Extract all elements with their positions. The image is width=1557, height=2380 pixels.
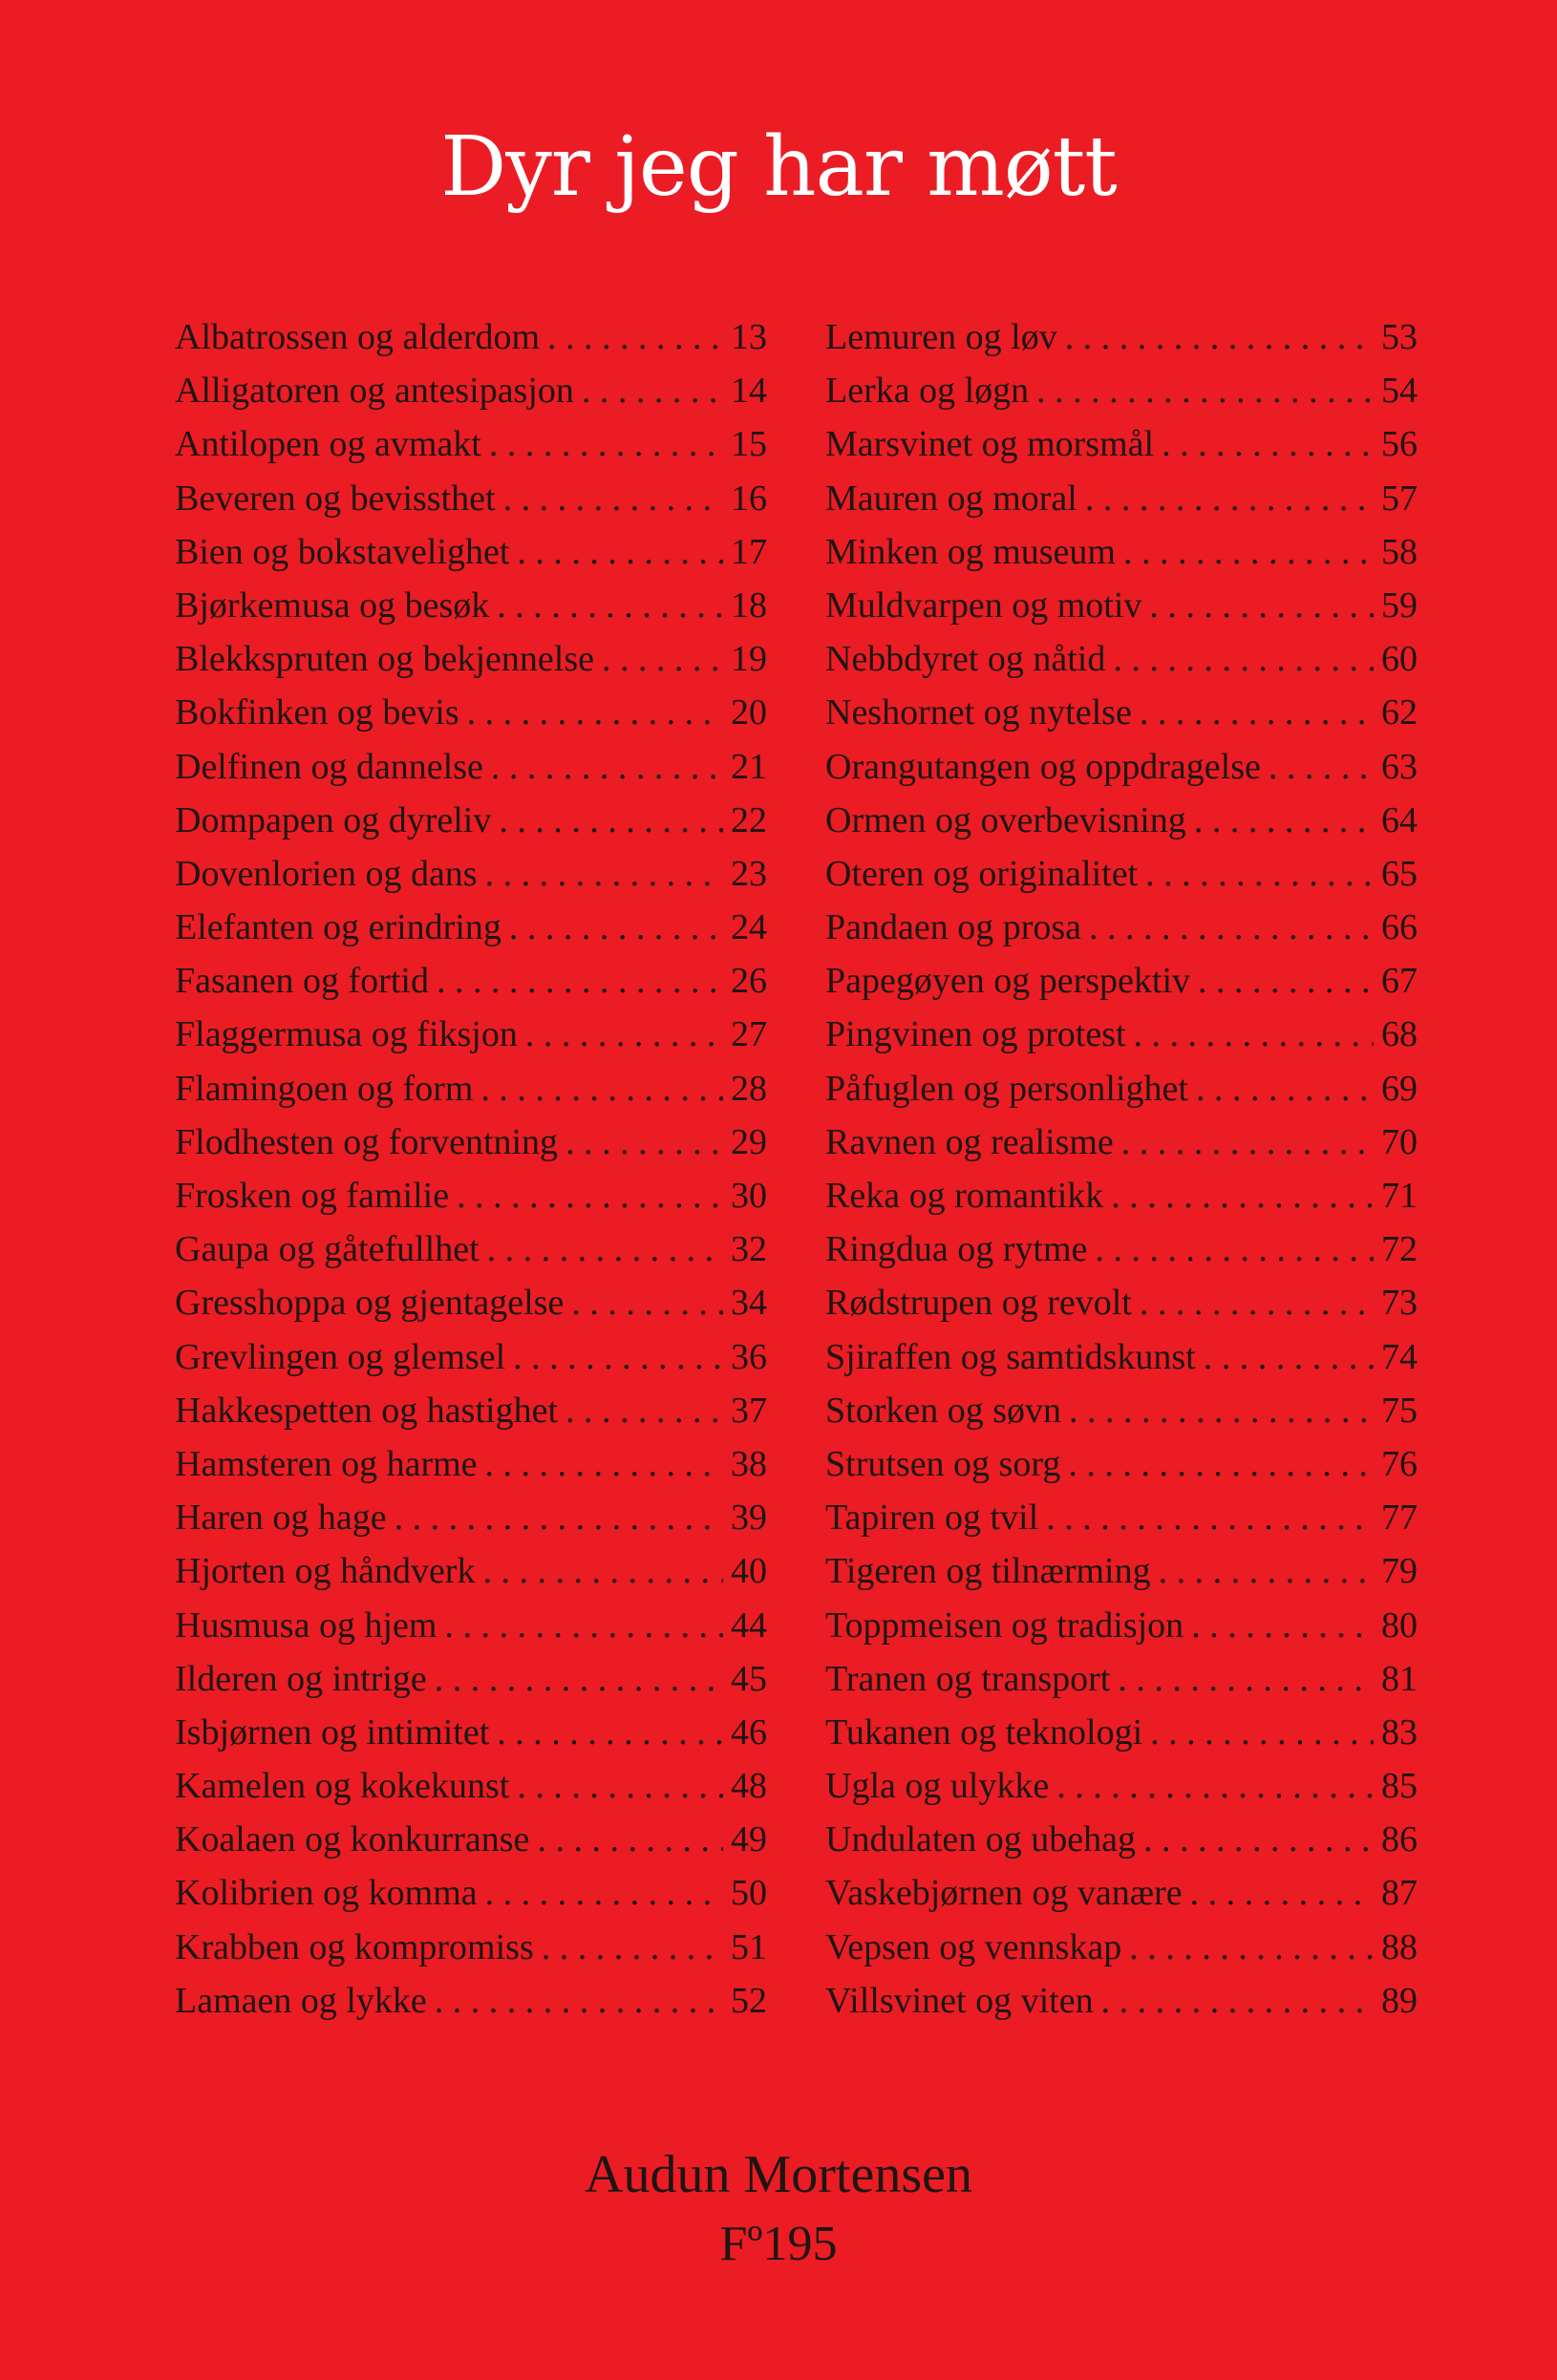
contents-entry [825,1921,1418,1974]
contents-entry [175,1866,767,1920]
dot-leader [1123,525,1374,579]
series-number: Fº195 [719,2217,838,2271]
entry-title: Frosken og familie [175,1176,450,1216]
entry-title: Vepsen og vennskap [825,1926,1122,1967]
entry-title: Lerka og løgn [825,371,1030,412]
entry-title: Marsvinet og morsmål [825,424,1155,465]
contents-entry [175,1222,767,1276]
dot-leader [1145,847,1374,901]
entry-page-number: 89 [1381,1980,1418,2021]
entry-page-number: 74 [1381,1336,1418,1377]
entry-page-number: 39 [731,1498,767,1539]
entry-page-number: 54 [1381,371,1418,412]
dot-leader [1095,1222,1374,1276]
dot-leader [1269,740,1374,794]
contents-entry [175,1169,767,1222]
entry-title: Villsvinet og viten [825,1980,1094,2021]
entry-page-number: 27 [731,1014,767,1055]
entry-title: Muldvarpen og motiv [825,584,1142,626]
contents-entry [175,1599,767,1652]
contents-entry [175,1491,767,1544]
contents-entry [825,1706,1418,1759]
entry-page-number: 50 [731,1873,767,1914]
dot-leader [565,1384,723,1437]
dot-leader [1089,901,1374,954]
contents-entry [175,847,767,901]
contents-entry [825,1599,1418,1652]
entry-page-number: 37 [731,1390,767,1431]
contents-entry [825,1813,1418,1866]
entry-page-number: 44 [731,1604,767,1646]
dot-leader [1204,1330,1374,1384]
dot-leader [437,954,723,1008]
dot-leader [1134,1008,1374,1061]
entry-page-number: 52 [731,1980,767,2021]
entry-title: Strutsen og sorg [825,1443,1061,1484]
entry-title: Bjørkemusa og besøk [175,584,490,626]
contents-entry [175,794,767,847]
dot-leader [525,1008,723,1061]
contents-entry [825,579,1418,632]
entry-page-number: 46 [731,1711,767,1753]
dot-leader [435,1974,723,2028]
dot-leader [491,740,723,794]
contents-entry [825,1169,1418,1222]
dot-leader [1150,1706,1374,1759]
dot-leader [487,1222,723,1276]
contents-entry [825,847,1418,901]
dot-leader [497,579,723,632]
dot-leader [485,1866,723,1920]
entry-page-number: 62 [1381,692,1418,733]
contents-entry [175,1974,767,2028]
entry-title: Kolibrien og komma [175,1873,478,1914]
entry-title: Flodhesten og forventning [175,1121,559,1162]
entry-title: Tapiren og tvil [825,1498,1039,1539]
contents-entry [175,1652,767,1706]
entry-title: Tigeren og tilnærming [825,1551,1151,1592]
entry-title: Dovenlorien og dans [175,853,478,894]
contents-entry [825,1759,1418,1813]
contents-entry [175,1813,767,1866]
entry-page-number: 17 [731,531,767,572]
dot-leader [499,794,723,847]
dot-leader [1159,1544,1374,1598]
dot-leader [1162,417,1374,471]
dot-leader [542,1921,723,1974]
dot-leader [1111,1169,1374,1222]
entry-page-number: 23 [731,853,767,894]
entry-title: Neshornet og nytelse [825,692,1132,733]
dot-leader [513,1330,723,1384]
entry-title: Gresshoppa og gjentagelse [175,1283,565,1324]
dot-leader [1149,579,1374,632]
contents-entry [825,954,1418,1008]
entry-page-number: 19 [731,639,767,680]
dot-leader [582,364,723,417]
entry-title: Ringdua og rytme [825,1229,1088,1270]
entry-page-number: 60 [1381,639,1418,680]
dot-leader [537,1813,723,1866]
contents-entry [825,472,1418,525]
entry-title: Lamaen og lykke [175,1980,427,2021]
entry-title: Rødstrupen og revolt [825,1283,1132,1324]
entry-title: Albatrossen og alderdom [175,317,541,357]
entry-title: Fasanen og fortid [175,961,429,1002]
contents-entry [825,1544,1418,1598]
entry-page-number: 67 [1381,961,1418,1002]
entry-title: Gaupa og gåtefullhet [175,1229,480,1270]
entry-title: Hamsteren og harme [175,1443,478,1484]
entry-page-number: 57 [1381,478,1418,519]
dot-leader [485,1437,723,1491]
contents-entry [825,1652,1418,1706]
entry-page-number: 15 [731,424,767,465]
entry-page-number: 63 [1381,746,1418,787]
entry-title: Reka og romantikk [825,1176,1104,1216]
entry-page-number: 86 [1381,1819,1418,1860]
contents-column-left [175,310,767,2028]
entry-page-number: 87 [1381,1873,1418,1914]
contents-entry [825,1116,1418,1169]
contents-entry [175,740,767,794]
dot-leader [1056,1759,1374,1813]
contents-entry [175,686,767,739]
dot-leader [497,1706,723,1759]
dot-leader [1140,1276,1374,1329]
dot-leader [395,1491,723,1544]
contents-entry [175,1116,767,1169]
dot-leader [1191,1599,1374,1652]
entry-page-number: 76 [1381,1443,1418,1484]
dot-leader [1198,954,1374,1008]
contents-entry [825,1008,1418,1061]
contents-entry [175,632,767,686]
entry-title: Dompapen og dyreliv [175,799,492,840]
entry-page-number: 69 [1381,1068,1418,1109]
entry-page-number: 36 [731,1336,767,1377]
entry-title: Grevlingen og glemsel [175,1336,506,1377]
dot-leader [489,417,723,471]
contents-entry [175,310,767,364]
entry-title: Elefanten og erindring [175,907,501,948]
dot-leader [517,1759,723,1813]
entry-title: Koalaen og konkurranse [175,1819,530,1860]
contents-entry [825,740,1418,794]
entry-page-number: 32 [731,1229,767,1270]
entry-title: Haren og hage [175,1498,387,1539]
dot-leader [435,1652,723,1706]
contents-entry [825,1491,1418,1544]
contents-entry [825,525,1418,579]
entry-page-number: 75 [1381,1390,1418,1431]
entry-page-number: 81 [1381,1658,1418,1699]
entry-title: Kamelen og kokekunst [175,1766,510,1807]
dot-leader [517,525,723,579]
dot-leader [1065,310,1374,364]
entry-page-number: 40 [731,1551,767,1592]
contents-entry [175,1759,767,1813]
dot-leader [444,1599,723,1652]
entry-title: Nebbdyret og nåtid [825,639,1106,680]
entry-page-number: 53 [1381,317,1418,357]
dot-leader [1068,1437,1374,1491]
entry-page-number: 70 [1381,1121,1418,1162]
dot-leader [547,310,723,364]
entry-page-number: 22 [731,799,767,840]
entry-page-number: 26 [731,961,767,1002]
contents-entry [825,901,1418,954]
entry-page-number: 66 [1381,907,1418,948]
entry-title: Lemuren og løv [825,317,1057,357]
entry-title: Ugla og ulykke [825,1766,1050,1807]
entry-title: Minken og museum [825,531,1116,572]
dot-leader [602,632,723,686]
entry-title: Oteren og originalitet [825,853,1139,894]
contents-entry [175,954,767,1008]
entry-page-number: 48 [731,1766,767,1807]
dot-leader [1085,472,1374,525]
entry-page-number: 18 [731,584,767,626]
entry-page-number: 51 [731,1926,767,1967]
entry-page-number: 30 [731,1176,767,1216]
contents-entry [175,1544,767,1598]
author-name: Audun Mortensen [585,2145,972,2204]
contents-entry [825,1866,1418,1920]
entry-page-number: 64 [1381,799,1418,840]
entry-title: Tukanen og teknologi [825,1711,1143,1753]
entry-title: Flamingoen og form [175,1068,474,1109]
contents-entry [175,1008,767,1061]
entry-title: Orangutangen og oppdragelse [825,746,1261,787]
contents-entry [175,417,767,471]
entry-page-number: 58 [1381,531,1418,572]
entry-page-number: 65 [1381,853,1418,894]
entry-page-number: 85 [1381,1766,1418,1807]
dot-leader [1190,1866,1374,1920]
dot-leader [1194,794,1374,847]
contents-entry [825,632,1418,686]
entry-page-number: 77 [1381,1498,1418,1539]
dot-leader [1101,1974,1374,2028]
entry-title: Ravnen og realisme [825,1121,1114,1162]
entry-title: Storken og søvn [825,1390,1061,1431]
entry-page-number: 73 [1381,1283,1418,1324]
entry-title: Husmusa og hjem [175,1604,437,1646]
entry-page-number: 34 [731,1283,767,1324]
dot-leader [480,1062,723,1116]
contents-entry [825,1384,1418,1437]
entry-page-number: 49 [731,1819,767,1860]
dot-leader [1046,1491,1374,1544]
dot-leader [467,686,723,739]
entry-title: Bokfinken og bevis [175,692,459,733]
entry-page-number: 16 [731,478,767,519]
entry-page-number: 21 [731,746,767,787]
entry-title: Alligatoren og antesipasjon [175,371,574,412]
contents-entry [175,1706,767,1759]
contents-column-right [825,310,1418,2028]
contents-entry [175,1921,767,1974]
entry-title: Toppmeisen og tradisjon [825,1604,1184,1646]
dot-leader [1143,1813,1374,1866]
entry-title: Papegøyen og perspektiv [825,961,1191,1002]
contents-entry [825,686,1418,739]
entry-page-number: 45 [731,1658,767,1699]
dot-leader [1036,364,1374,417]
contents-entry [825,794,1418,847]
entry-title: Hjorten og håndverk [175,1551,476,1592]
contents-entry [825,1222,1418,1276]
dot-leader [1121,1116,1374,1169]
entry-title: Sjiraffen og samtidskunst [825,1336,1196,1377]
entry-title: Ilderen og intrige [175,1658,427,1699]
contents-entry [825,1974,1418,2028]
entry-title: Hakkespetten og hastighet [175,1390,559,1431]
entry-page-number: 24 [731,907,767,948]
contents-entry [825,364,1418,417]
dot-leader [1196,1062,1374,1116]
dot-leader [571,1276,723,1329]
entry-title: Beveren og bevissthet [175,478,496,519]
contents-entry [175,525,767,579]
entry-title: Delfinen og dannelse [175,746,483,787]
contents-entry [825,1276,1418,1329]
entry-page-number: 80 [1381,1604,1418,1646]
dot-leader [1140,686,1374,739]
entry-page-number: 13 [731,317,767,357]
entry-page-number: 68 [1381,1014,1418,1055]
contents-entry [175,472,767,525]
dot-leader [485,847,723,901]
dot-leader [1113,632,1374,686]
entry-page-number: 59 [1381,584,1418,626]
dot-leader [1129,1921,1374,1974]
dot-leader [1069,1384,1374,1437]
contents-entry [175,1276,767,1329]
contents-entry [175,1330,767,1384]
book-title: Dyr jeg har møtt [440,119,1117,215]
contents-entry [825,1437,1418,1491]
entry-page-number: 72 [1381,1229,1418,1270]
entry-title: Pingvinen og protest [825,1014,1126,1055]
entry-page-number: 79 [1381,1551,1418,1592]
contents-entry [175,364,767,417]
entry-title: Ormen og overbevisning [825,799,1186,840]
entry-page-number: 20 [731,692,767,733]
contents-entry [825,1062,1418,1116]
entry-title: Påfuglen og personlighet [825,1068,1188,1109]
entry-title: Undulaten og ubehag [825,1819,1137,1860]
contents-entry [825,1330,1418,1384]
entry-page-number: 71 [1381,1176,1418,1216]
contents-entry [825,417,1418,471]
entry-title: Mauren og moral [825,478,1077,519]
contents-entry [175,1384,767,1437]
entry-title: Antilopen og avmakt [175,424,481,465]
dot-leader [457,1169,723,1222]
entry-page-number: 14 [731,371,767,412]
entry-title: Flaggermusa og fiksjon [175,1014,518,1055]
entry-title: Vaskebjørnen og vanære [825,1873,1183,1914]
contents-entry [175,901,767,954]
contents-entry [175,1437,767,1491]
dot-leader [503,472,723,525]
contents-entry [175,1062,767,1116]
entry-title: Pandaen og prosa [825,907,1082,948]
dot-leader [1118,1652,1374,1706]
dot-leader [565,1116,723,1169]
contents-entry [825,310,1418,364]
entry-page-number: 88 [1381,1926,1418,1967]
entry-title: Blekkspruten og bekjennelse [175,639,595,680]
entry-page-number: 29 [731,1121,767,1162]
entry-title: Isbjørnen og intimitet [175,1711,490,1753]
entry-page-number: 28 [731,1068,767,1109]
contents-entry [175,579,767,632]
entry-page-number: 83 [1381,1711,1418,1753]
entry-title: Krabben og kompromiss [175,1926,534,1967]
entry-title: Tranen og transport [825,1658,1111,1699]
entry-title: Bien og bokstavelighet [175,531,510,572]
entry-page-number: 38 [731,1443,767,1484]
dot-leader [482,1544,723,1598]
entry-page-number: 56 [1381,424,1418,465]
dot-leader [509,901,723,954]
